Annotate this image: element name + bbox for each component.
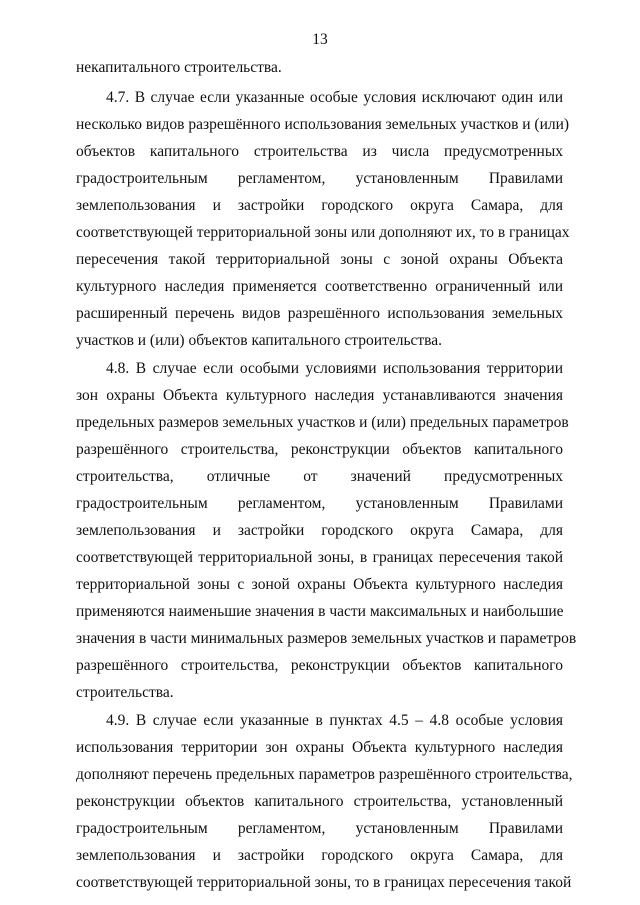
paragraph-first-line: 4.7. В случае если указанные особые условия исключают один или (106, 89, 563, 106)
text-line: расширенный перечень видов разрешённого использования земельных (76, 305, 563, 322)
text-line: разрешённого строительства, реконструкции объектов капитального (76, 441, 563, 458)
text-line: участков и (или) объектов капитального строительства. (76, 332, 443, 349)
text-line: пересечения такой территориальной зоны с зоной охраны Объекта (76, 251, 563, 268)
text-line: некапитального строительства. (76, 59, 282, 76)
text-line: градостроительным регламентом, установленным Правилами (76, 495, 563, 512)
text-line: землепользования и застройки городского округа Самара, для (76, 197, 563, 214)
text-line: соответствующей территориальной зоны или дополняют их, то в границах (76, 224, 570, 241)
text-line: объектов капитального строительства из числа предусмотренных (76, 143, 563, 160)
text-line: территориальной зоны с зоной охраны Объекта культурного наследия (76, 576, 563, 593)
text-line: градостроительным регламентом, установленным Правилами (76, 820, 563, 837)
text-line: строительства. (76, 684, 174, 701)
text-line: соответствующей территориальной зоны, в границах пересечения такой (76, 549, 563, 566)
text-line: культурного наследия применяется соответственно ограниченный или (76, 278, 563, 295)
text-line: зон охраны Объекта культурного наследия устанавливаются значения (76, 387, 563, 404)
text-line: дополняют перечень предельных параметров разрешённого строительства, (76, 766, 573, 783)
text-line: землепользования и застройки городского округа Самара, для (76, 522, 563, 539)
text-line: строительства, отличные от значений предусмотренных (76, 468, 563, 485)
text-line: землепользования и застройки городского округа Самара, для (76, 847, 563, 864)
text-line: несколько видов разрешённого использования земельных участков и (или) (76, 116, 570, 133)
text-line: предельных размеров земельных участков и (или) предельных параметров (76, 414, 569, 431)
text-line: применяются наименьшие значения в части максимальных и наибольшие (76, 603, 564, 620)
page-number: 13 (312, 31, 328, 48)
paragraph-first-line: 4.9. В случае если указанные в пунктах 4.5 – 4.8 особые условия (106, 712, 563, 729)
text-line: градостроительным регламентом, установленным Правилами (76, 170, 563, 187)
text-line: значения в части минимальных размеров земельных участков и параметров (76, 630, 577, 647)
text-line: соответствующей территориальной зоны, то в границах пересечения такой (76, 874, 572, 891)
text-line: разрешённого строительства, реконструкции объектов капитального (76, 657, 563, 674)
text-line: использования территории зон охраны Объекта культурного наследия (76, 739, 563, 756)
text-line: реконструкции объектов капитального строительства, установленный (76, 793, 563, 810)
paragraph-first-line: 4.8. В случае если особыми условиями использования территории (106, 360, 563, 377)
